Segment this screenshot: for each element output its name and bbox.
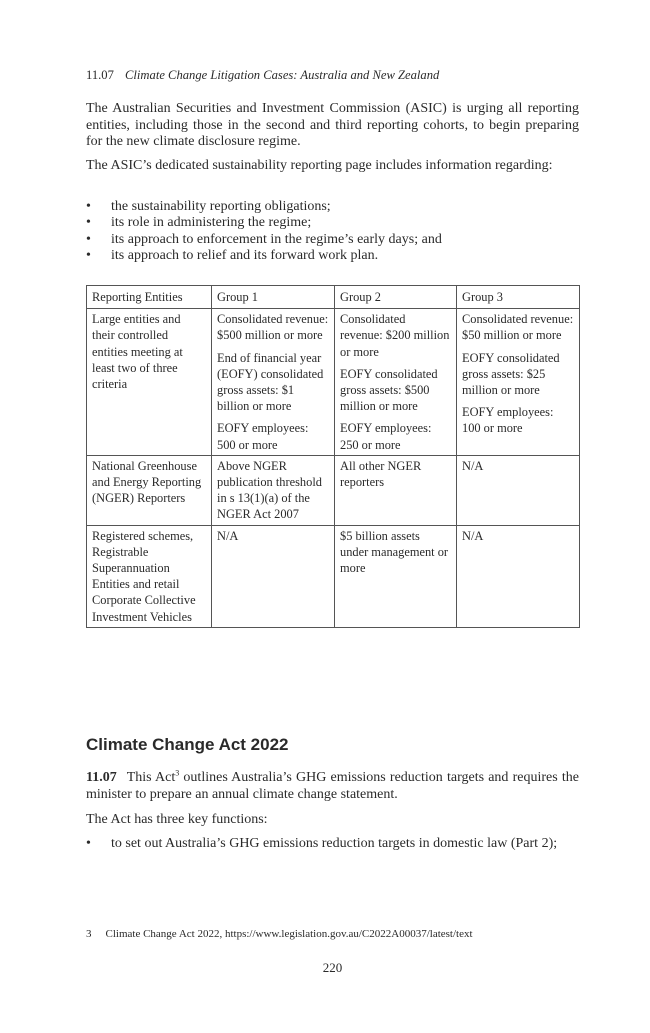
group-1-cell: Consolidated revenue: $500 million or more End of financial year (EOFY) consolidated gross assets: $1 billion or more EOFY employees: 500 or more [212,309,335,456]
running-head-number: 11.07 [86,68,114,82]
bullet-icon: • [86,836,91,851]
running-head [86,68,439,83]
footnote-text: Climate Change Act 2022, https://www.legislation.gov.au/C2022A00037/latest/text [105,928,473,940]
column-header-group-3: Group 3 [457,286,580,309]
asic-page-paragraph: The ASIC’s dedicated sustainability reporting page includes information regarding: [86,158,553,173]
column-header-group-2: Group 2 [335,286,457,309]
asic-intro-paragraph: The Australian Securities and Investment Commission (ASIC) is urging all reporting entities, including those in the second and third reporting cohorts, to begin preparing for the new climate disclosure regime. [86,101,579,149]
footnote [86,928,473,940]
section-heading: Climate Change Act 2022 [86,735,289,754]
entity-cell: National Greenhouse and Energy Reporting (NGER) Reporters [87,455,212,525]
group-3-cell: Consolidated revenue: $50 million or more EOFY consolidated gross assets: $25 million or more EOFY employees: 100 or more [457,309,580,456]
table-row [87,525,580,627]
bullet-icon: • [86,215,91,231]
functions-intro: The Act has three key functions: [86,812,268,827]
table-row [87,309,580,456]
reporting-groups-table [86,285,580,628]
footnote-reference: 3 [175,768,180,778]
bullet-icon: • [86,231,91,247]
table-row [87,455,580,525]
asic-bullet-list [86,199,579,265]
act-paragraph: 11.07 This Act$^3$ outlines Australia’s GHG emissions reduction targets and requires the minister to prepare an annual climate change statement. [86,768,579,802]
functions-bullet-list [86,836,579,852]
column-header-group-1: Group 1 [212,286,335,309]
running-head-title: Climate Change Litigation Cases: Australia and New Zealand [125,68,440,82]
bullet-icon: • [86,199,91,214]
list-item: • its approach to enforcement in the regime’s early days; and [86,231,442,247]
table-header-row [87,286,580,309]
group-2-cell: $5 billion assets under management or more [335,525,457,627]
list-item: • the sustainability reporting obligations; [86,199,331,214]
list-item: • to set out Australia’s GHG emissions reduction targets in domestic law (Part 2); [86,836,558,851]
group-2-cell: Consolidated revenue: $200 million or more EOFY consolidated gross assets: $500 million or more EOFY employees: 250 or more [335,309,457,456]
column-header-entities: Reporting Entities [87,286,212,309]
paragraph-number: 11.07 [86,770,117,785]
bullet-icon: • [86,248,91,264]
entity-cell: Registered schemes, Registrable Superannuation Entities and retail Corporate Collective Investment Vehicles [87,525,212,627]
group-3-cell: N/A [457,525,580,627]
page-number: 220 [322,960,343,975]
group-1-cell: Above NGER publication threshold in s 13(1)(a) of the NGER Act 2007 [212,455,335,525]
group-3-cell: N/A [457,455,580,525]
group-2-cell: All other NGER reporters [335,455,457,525]
list-item: • its approach to relief and its forward work plan. [86,248,379,264]
entity-cell: Large entities and their controlled entities meeting at least two of three criteria [87,309,212,456]
group-1-cell: N/A [212,525,335,627]
footnote-number: 3 [86,928,92,940]
list-item: • its role in administering the regime; [86,215,312,231]
